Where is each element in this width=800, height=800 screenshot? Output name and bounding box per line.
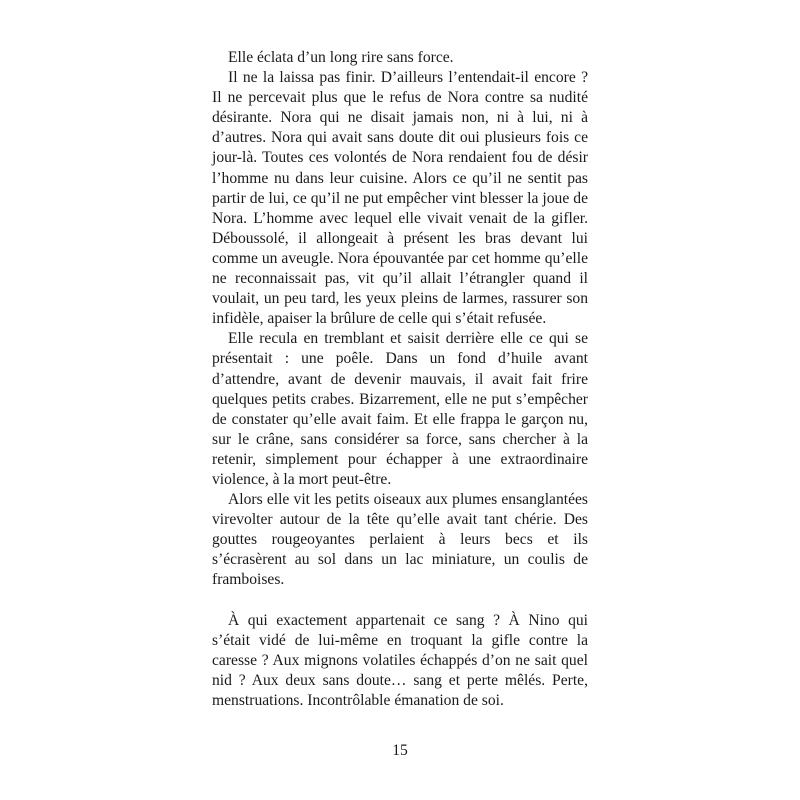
paragraph-2: Il ne la laissa pas finir. D’ailleurs l’entendait-il encore ? Il ne percevait plus que le refus de Nora contre sa nudité désirante. Nora qui ne disait jamais non, ni à lui, ni à d’autres. Nora qui avait sans doute dit oui plusieurs fois ce jour-là. Toutes ces volontés de Nora rendaient fou de désir l’homme nu dans leur cuisine. Alors ce qu’il ne sentit pas partir de lui, ce qu’il ne put empêcher vint blesser la joue de Nora. L’homme avec lequel elle vivait venait de la gifler. Déboussolé, il allongeait à présent les bras devant lui comme un aveugle. Nora épouvantée par cet homme qu’elle ne reconnaissait pas, vit qu’il allait l’étrangler quand il voulait, un peu tard, les yeux pleins de larmes, rassurer son infidèle, apaiser la brûlure de celle qui s’était refusée. [212,69,588,328]
paragraph-3: Elle recula en tremblant et saisit derrière elle ce qui se présentait : une poêle. Dans un fond d’huile avant d’attendre, avant de devenir mauvais, il avait fait frire quelques petits crabes. Bizarrement, elle ne put s’empêcher de constater qu’elle avait faim. Et elle frappa le garçon nu, sur le crâne, sans considérer sa force, sans chercher à la retenir, simplement pour échapper à une extraordinaire violence, à la mort peut-être. [212,330,588,488]
body-text [212,48,588,711]
page-number: 15 [392,742,408,759]
section-break [212,591,588,611]
paragraph-1: Elle éclata d’un long rire sans force. [228,49,454,66]
paragraph-4: Alors elle vit les petits oiseaux aux plumes ensanglantées virevolter autour de la tête qu’elle avait tant chérie. Des gouttes rougeoyantes perlaient à leurs becs et ils s’écrasèrent au sol dans un lac miniature, un coulis de framboises. [212,491,588,589]
paragraph-5: À qui exactement appartenait ce sang ? À Nino qui s’était vidé de lui-même en troquant la gifle contre la caresse ? Aux mignons volatiles échappés d’on ne sait quel nid ? Aux deux sans doute… sang et perte mêlés. Perte, menstruations. Incontrôlable émanation de soi. [212,611,588,709]
